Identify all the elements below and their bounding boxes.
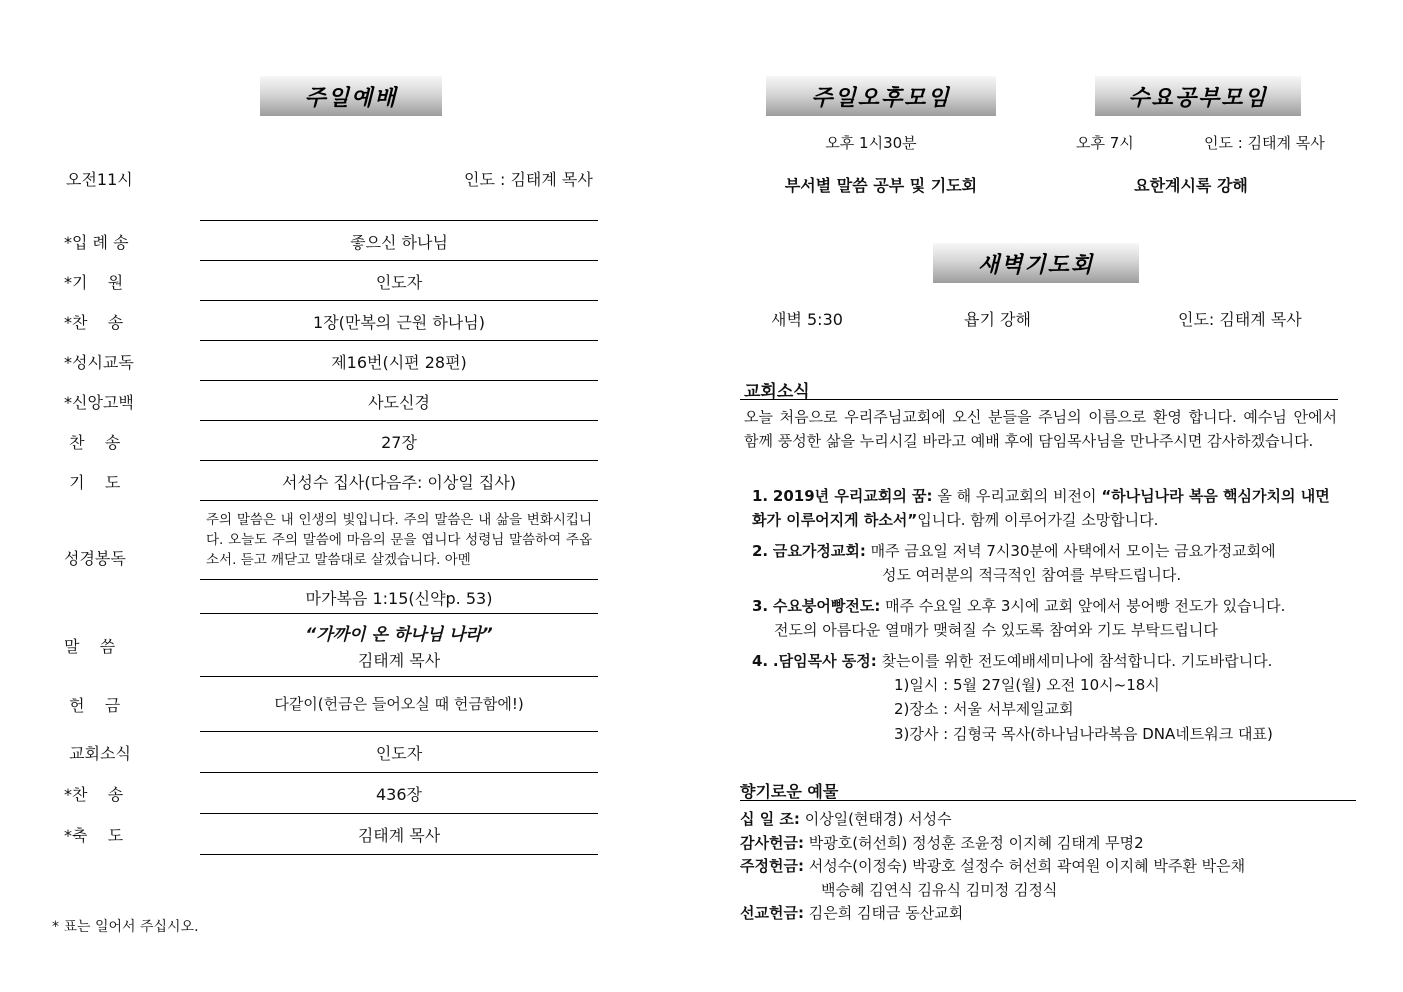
offering-names: 김은희 김태금 동산교회	[808, 904, 964, 922]
news-detail: 1)일시 : 5월 27일(월) 오전 10시~18시	[894, 676, 1160, 694]
wednesday-desc: 요한계시록 강해	[1134, 176, 1248, 195]
news-num: 2.	[752, 542, 769, 560]
divider	[200, 676, 598, 677]
news-title: .담임목사 동정:	[772, 652, 877, 670]
row-label: 기 도	[64, 473, 121, 492]
reading-prayer: 주의 말씀은 내 인생의 빛입니다. 주의 말씀은 내 삶을 변화시킵니다. 오늘도 주의 말씀에 마음의 문을 엽니다 성령님 말씀하여 주옵소서. 듣고 깨닫고 말씀대로 살겠습니다. 아멘	[206, 512, 592, 568]
news-text: 찾는이를 위한 전도예배세미나에 참석합니다. 기도바랍니다.	[881, 652, 1273, 670]
divider	[200, 300, 598, 301]
row-content: 인도자	[375, 744, 423, 763]
offering-names-line2: 백승혜 김연식 김유식 김미정 김정식	[821, 881, 1058, 899]
reading-passage: 마가복음 1:15(신약p. 53)	[305, 589, 493, 608]
divider	[200, 340, 598, 341]
offering-row	[740, 832, 1144, 855]
offering-label: 십 일 조:	[740, 810, 800, 828]
news-text: 올 해 우리교회의 비전이	[937, 487, 1097, 505]
divider	[200, 380, 598, 381]
row-label: *찬 송	[64, 785, 124, 804]
news-item	[752, 484, 1340, 532]
row-content: 436장	[376, 785, 422, 804]
offering-names: 박광호(허선희) 정성훈 조윤정 이지혜 김태계 무명2	[808, 834, 1144, 852]
divider	[200, 260, 598, 261]
news-detail: 2)장소 : 서울 서부제일교회	[894, 700, 1074, 718]
sermon-title: “가까이 온 하나님 나라”	[305, 625, 493, 645]
afternoon-time: 오후 1시30분	[825, 134, 917, 152]
divider	[200, 420, 598, 421]
banner-sunday-worship: 주일예배	[260, 76, 442, 116]
wednesday-leader: 인도 : 김태계 목사	[1204, 134, 1325, 152]
row-content: 김태계 목사	[357, 826, 441, 845]
row-label: *성시교독	[64, 353, 134, 372]
divider	[740, 800, 1356, 801]
offering-heading: 향기로운 예물	[740, 782, 839, 801]
divider	[200, 460, 598, 461]
divider	[200, 220, 598, 221]
news-text: 매주 수요일 오후 3시에 교회 앞에서 붕어빵 전도가 있습니다.	[885, 597, 1286, 615]
row-content: 27장	[381, 433, 417, 452]
row-content: 사도신경	[368, 393, 430, 412]
offering-row	[740, 902, 963, 925]
row-content: 좋으신 하나님	[350, 233, 448, 252]
row-label: *찬 송	[64, 313, 124, 332]
news-item	[752, 649, 1340, 673]
news-title: 2019년 우리교회의 꿈:	[772, 487, 933, 505]
news-num: 3.	[752, 597, 769, 615]
banner-afternoon: 주일오후모임	[766, 76, 996, 116]
wednesday-time: 오후 7시	[1076, 134, 1134, 152]
worship-leader: 인도 : 김태계 목사	[464, 170, 593, 189]
divider	[200, 772, 598, 773]
row-label: 말 씀	[64, 637, 116, 656]
dawn-desc: 욥기 강해	[964, 310, 1031, 329]
row-content: 1장(만복의 근원 하나님)	[313, 313, 485, 332]
dawn-time: 새벽 5:30	[771, 310, 843, 329]
divider	[200, 613, 598, 614]
news-detail: 3)강사 : 김형국 목사(하나님나라복음 DNA네트워크 대표)	[894, 725, 1273, 743]
news-item	[752, 594, 1340, 618]
row-label: 성경봉독	[64, 549, 126, 568]
news-title: 금요가정교회:	[772, 542, 866, 560]
offering-label: 감사헌금:	[740, 834, 804, 852]
row-content: 다같이(헌금은 들어오실 때 헌금함에!)	[274, 695, 524, 713]
news-num: 4.	[752, 652, 769, 670]
row-label: *축 도	[64, 826, 124, 845]
divider	[200, 854, 598, 855]
sermon-preacher: 김태계 목사	[357, 651, 441, 670]
row-label: *신앙고백	[64, 393, 134, 412]
divider	[200, 500, 598, 501]
news-text-line2: 전도의 아름다운 열매가 맺혀질 수 있도록 참여와 기도 부탁드립니다	[774, 621, 1218, 639]
news-num: 1.	[752, 487, 769, 505]
banner-wednesday: 수요공부모임	[1095, 76, 1301, 116]
row-label: 찬 송	[64, 433, 121, 452]
afternoon-desc: 부서별 말씀 공부 및 기도회	[784, 176, 978, 195]
divider	[740, 399, 1338, 400]
row-label: *기 원	[64, 273, 124, 292]
offering-row	[740, 808, 952, 831]
row-content: 인도자	[375, 273, 423, 292]
offering-names: 서성수(이정숙) 박광호 설정수 허선희 곽여원 이지혜 박주환 박은채	[808, 857, 1246, 875]
divider	[200, 579, 598, 580]
divider	[200, 813, 598, 814]
news-heading: 교회소식	[744, 382, 810, 402]
row-label: 헌 금	[64, 696, 121, 715]
dawn-leader: 인도: 김태계 목사	[1178, 310, 1302, 329]
news-emphasis: “하나님나라 복음 핵심가치의 내면화가 이루어지게 하소서”	[752, 487, 1330, 529]
divider	[200, 731, 598, 732]
banner-dawn-prayer: 새벽기도회	[933, 243, 1139, 283]
news-text-line2: 성도 여러분의 적극적인 참여를 부탁드립니다.	[882, 566, 1182, 584]
offering-row	[740, 855, 1245, 878]
news-text: 매주 금요일 저녁 7시30분에 사택에서 모이는 금요가정교회에	[870, 542, 1276, 560]
footnote: * 표는 일어서 주십시오.	[52, 919, 199, 935]
worship-time: 오전11시	[66, 170, 133, 189]
news-text: 입니다. 함께 이루어가길 소망합니다.	[917, 511, 1159, 529]
row-content: 서성수 집사(다음주: 이상일 집사)	[281, 473, 517, 492]
offering-names: 이상일(현태경) 서성수	[804, 810, 952, 828]
row-label: *입 례 송	[64, 233, 129, 252]
offering-label: 주정헌금:	[740, 857, 804, 875]
offering-label: 선교헌금:	[740, 904, 804, 922]
row-content: 제16번(시편 28편)	[331, 353, 467, 372]
news-item	[752, 539, 1340, 563]
news-title: 수요붕어빵전도:	[772, 597, 881, 615]
row-label: 교회소식	[64, 744, 131, 763]
news-intro: 오늘 처음으로 우리주님교회에 오신 분들을 주님의 이름으로 환영 합니다. 예수님 안에서 함께 풍성한 삶을 누리시길 바라고 예배 후에 담임목사님을 만나주시면 감사하겠습니다.	[744, 408, 1337, 450]
